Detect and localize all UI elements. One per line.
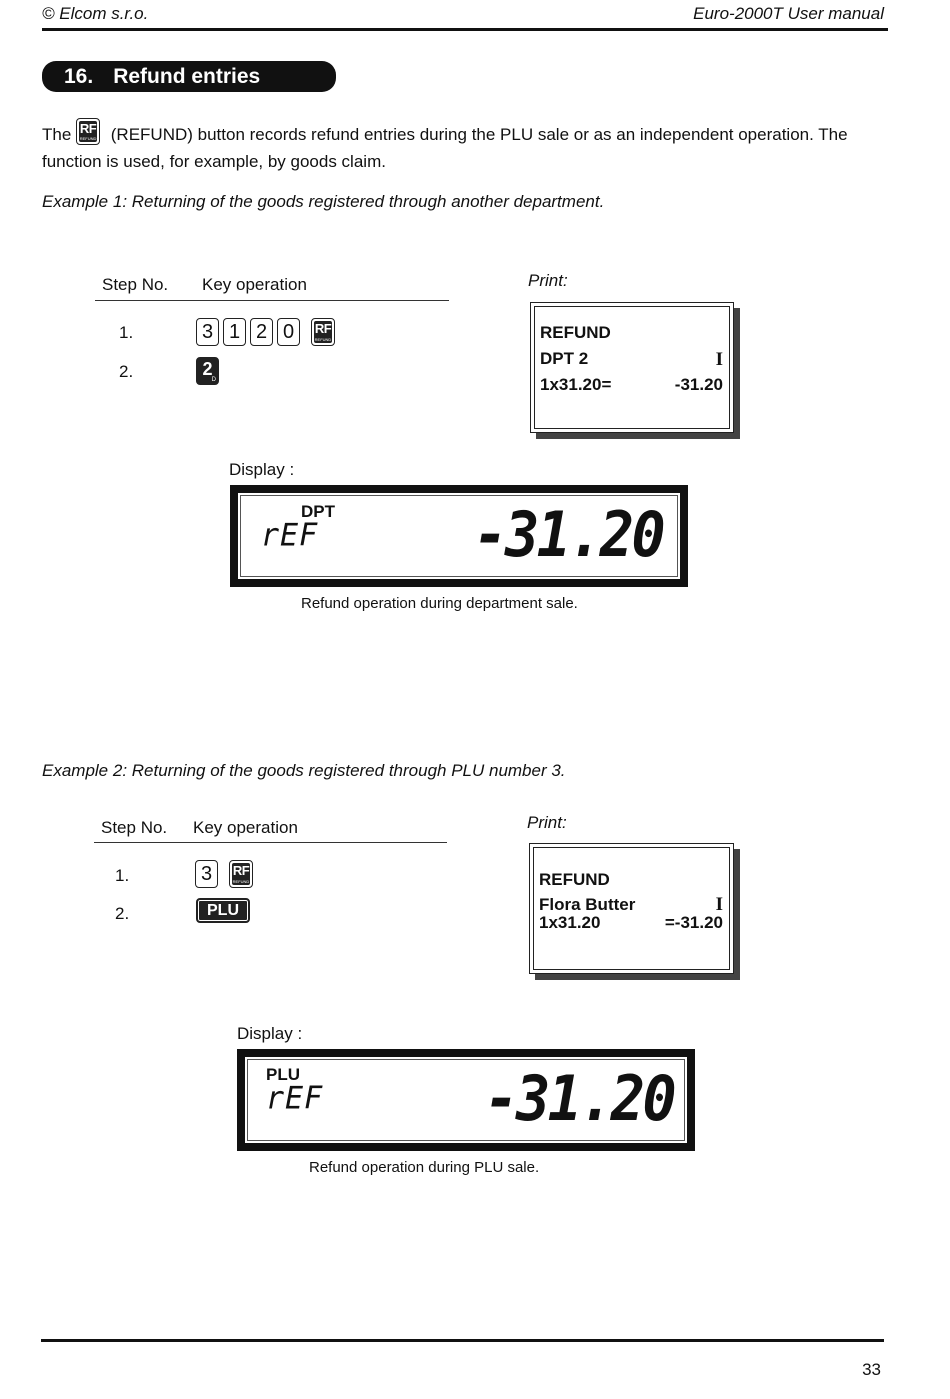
example1-display-label: Display : [229,460,295,479]
display-value: -31.20 [473,498,663,571]
refund-key-icon: RF REFUND [229,860,253,888]
header-divider [42,28,888,31]
receipt-line-1: REFUND [539,870,610,889]
section-title: Refund entries [113,65,261,88]
footer-divider [41,1339,884,1342]
header-company: © Elcom s.r.o. [42,4,149,23]
receipt-line-2: Flora Butter I [539,894,723,915]
section-number: 16. [64,65,94,88]
receipt-line-3: 1x31.20= -31.20 [540,375,723,394]
intro-paragraph [42,118,902,175]
digit-key-1: 1 [223,318,246,346]
display-ref-text: rEF [261,517,319,554]
page-number: 33 [862,1360,881,1379]
receipt-line-3: 1x31.20 =-31.20 [539,913,723,932]
example1-step2-number: 2. [119,362,134,381]
display-mode-indicator: PLU [266,1065,300,1084]
example2-table-rule [94,842,447,843]
digit-key-3: 3 [195,860,218,888]
plu-key-icon: PLU [196,898,250,923]
example2-step2-number: 2. [115,904,130,923]
digit-key-3: 3 [196,318,219,346]
example1-key-header: Key operation [202,275,307,294]
example1-step-header: Step No. [102,275,169,294]
refund-key-icon: RF REFUND [311,318,335,346]
display-value: -31.20 [484,1062,674,1135]
section-heading [42,61,336,92]
example2-key-header: Key operation [193,818,298,837]
receipt-line-1: REFUND [540,323,611,342]
header-manual-title: Euro-2000T User manual [693,4,884,23]
digit-key-0: 0 [277,318,300,346]
department-2-key-icon: 2 D [196,357,219,385]
example1-caption: Refund operation during department sale. [301,595,578,612]
example2-step-header: Step No. [101,818,168,837]
example1-print-label: Print: [528,271,568,290]
example1-step1-number: 1. [119,323,134,342]
example2-caption: Refund operation during PLU sale. [309,1159,540,1176]
intro-text-after: (REFUND) button records refund entries during the PLU sale or as an independent operation. The function is used, for example, by goods claim. [42,125,848,171]
example2-title: Example 2: Returning of the goods registered through PLU number 3. [42,761,566,780]
example2-display [237,1049,695,1151]
example2-print-label: Print: [527,813,567,832]
example1-table-rule [95,300,449,301]
intro-text-before: The [42,125,72,144]
example2-display-label: Display : [237,1024,303,1043]
example1-title: Example 1: Returning of the goods registered through another department. [42,192,605,211]
digit-key-2: 2 [250,318,273,346]
display-mode-indicator: DPT [301,502,335,521]
receipt-line-2: DPT 2 I [540,349,723,370]
display-ref-text: rEF [266,1080,324,1117]
example2-receipt [529,843,734,974]
example1-display [230,485,688,587]
example1-receipt [530,302,734,433]
refund-key-icon: RF REFUND [76,118,100,145]
example2-step1-number: 1. [115,866,130,885]
